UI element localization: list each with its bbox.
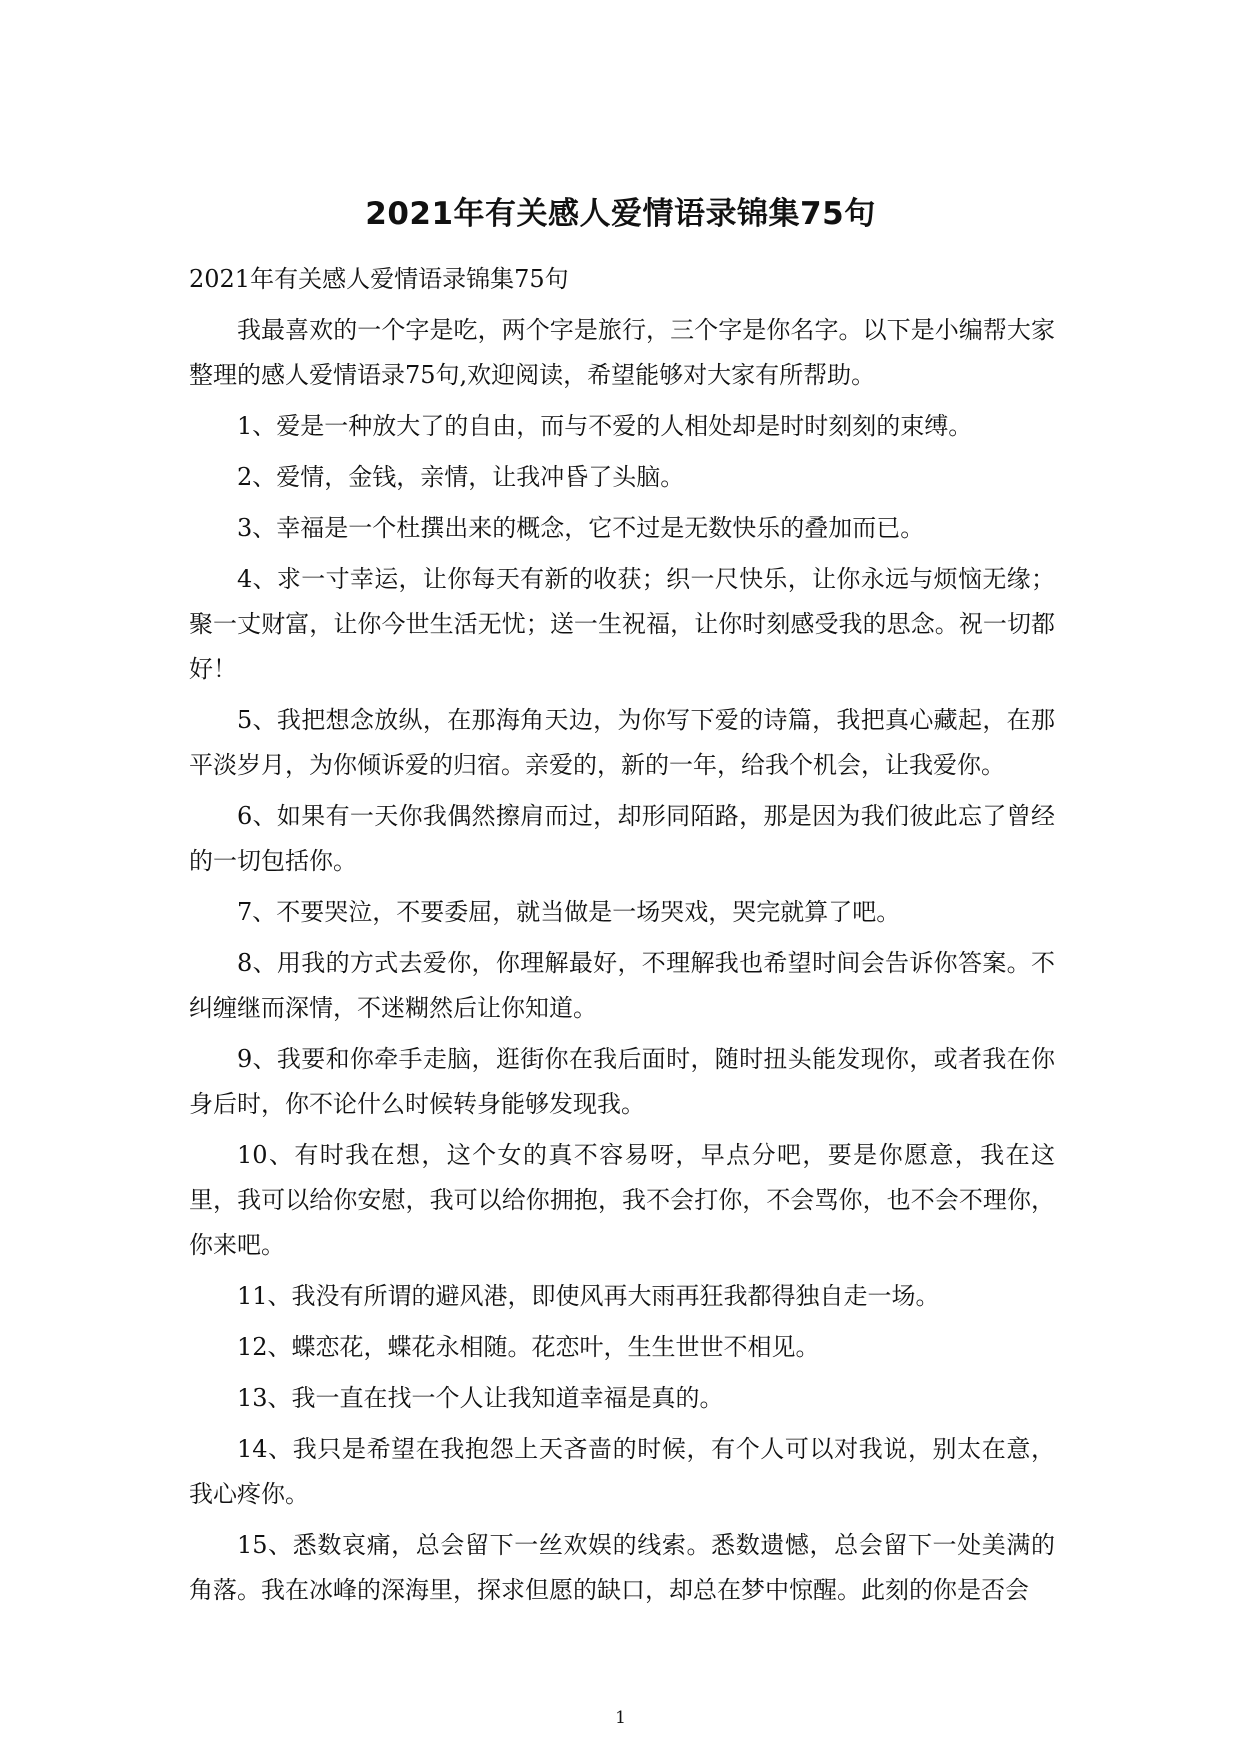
quote-item-10: 10、有时我在想，这个女的真不容易呀，早点分吧，要是你愿意，我在这里，我可以给你安慰，我可以给你拥抱，我不会打你，不会骂你，也不会不理你，你来吧。: [189, 1141, 1055, 1259]
page-number: 1: [615, 1708, 626, 1728]
quote-item-6: 6、如果有一天你我偶然擦肩而过，却形同陌路，那是因为我们彼此忘了曾经的一切包括你。: [189, 802, 1055, 875]
document-title: 2021年有关感人爱情语录锦集75句: [365, 196, 876, 232]
quote-item-9: 9、我要和你牵手走脑，逛街你在我后面时，随时扭头能发现你，或者我在你身后时，你不论什么时候转身能够发现我。: [189, 1045, 1055, 1118]
quote-item-5: 5、我把想念放纵，在那海角天边，为你写下爱的诗篇，我把真心藏起，在那平淡岁月，为你倾诉爱的归宿。亲爱的，新的一年，给我个机会，让我爱你。: [189, 706, 1055, 779]
quote-item-13: 13、我一直在找一个人让我知道幸福是真的。: [237, 1384, 724, 1412]
quote-item-11: 11、我没有所谓的避风港，即使风再大雨再狂我都得独自走一场。: [237, 1282, 940, 1310]
document-subtitle: 2021年有关感人爱情语录锦集75句: [189, 265, 569, 293]
quote-item-1: 1、爱是一种放大了的自由，而与不爱的人相处却是时时刻刻的束缚。: [237, 412, 973, 440]
quote-item-12: 12、蝶恋花，蝶花永相随。花恋叶，生生世世不相见。: [237, 1333, 820, 1361]
quote-item-4: 4、求一寸幸运，让你每天有新的收获；织一尺快乐，让你永远与烦恼无缘；聚一丈财富，让你今世生活无忧；送一生祝福，让你时刻感受我的思念。祝一切都好！: [189, 565, 1055, 683]
quote-item-3: 3、幸福是一个杜撰出来的概念，它不过是无数快乐的叠加而已。: [237, 514, 925, 542]
document-body: [189, 257, 1055, 1619]
quote-item-15: 15、悉数哀痛，总会留下一丝欢娱的线索。悉数遗憾，总会留下一处美满的角落。我在冰峰的深海里，探求但愿的缺口，却总在梦中惊醒。此刻的你是否会: [189, 1531, 1055, 1604]
quote-item-8: 8、用我的方式去爱你，你理解最好，不理解我也希望时间会告诉你答案。不纠缠继而深情，不迷糊然后让你知道。: [189, 949, 1055, 1022]
quote-item-2: 2、爱情，金钱，亲情，让我冲昏了头脑。: [237, 463, 685, 491]
quote-item-7: 7、不要哭泣，不要委屈，就当做是一场哭戏，哭完就算了吧。: [237, 898, 901, 926]
quote-item-14: 14、我只是希望在我抱怨上天吝啬的时候，有个人可以对我说，别太在意，我心疼你。: [189, 1435, 1055, 1508]
intro-paragraph: 我最喜欢的一个字是吃，两个字是旅行，三个字是你名字。以下是小编帮大家整理的感人爱情语录75句,欢迎阅读，希望能够对大家有所帮助。: [189, 316, 1055, 389]
